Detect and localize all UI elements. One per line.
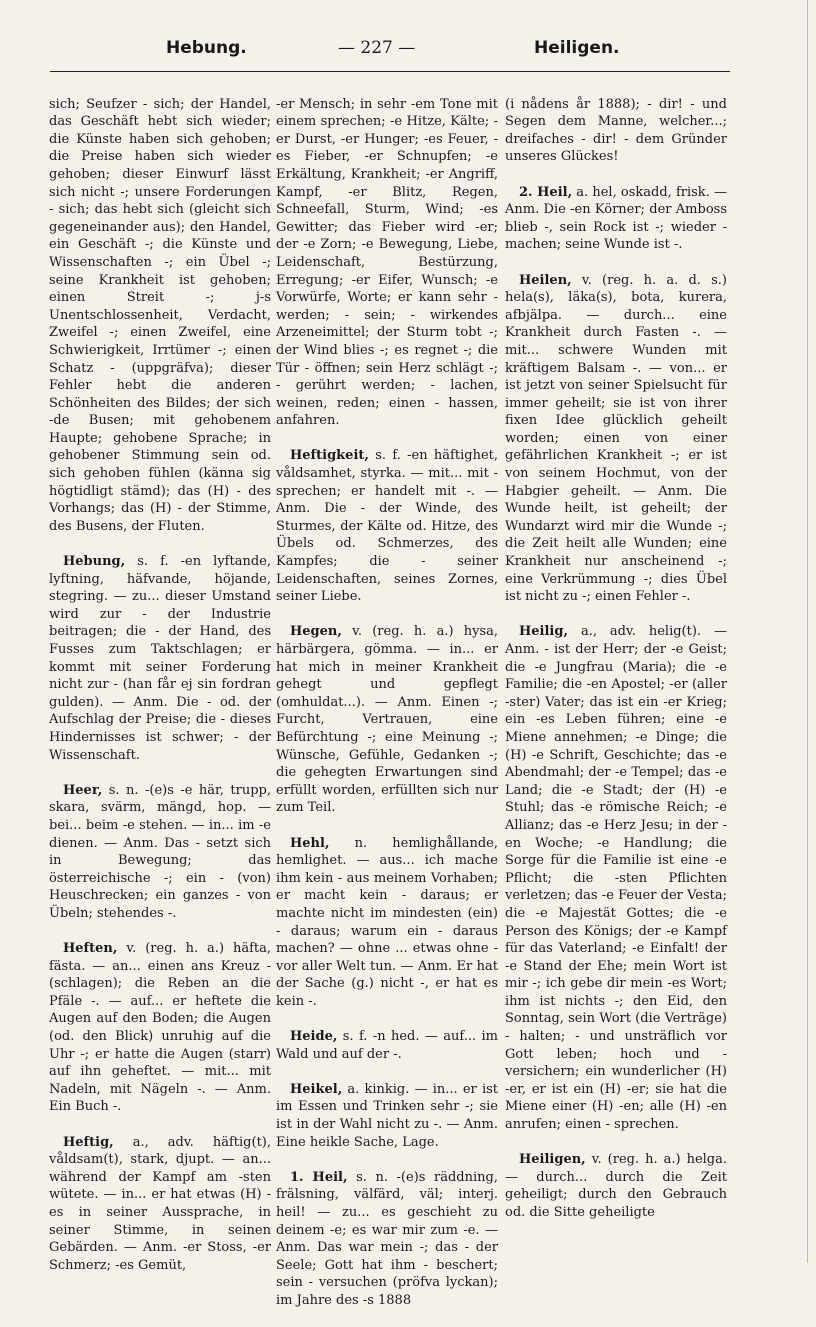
headword: Heide, <box>290 1029 338 1045</box>
headword: Heften, <box>63 941 118 957</box>
entry-hehl: Hehl, n. hemlighållande, hemlighet. — aus... ich mache ihm kein - aus meinem Vorhaben; er macht kein - daraus; er machte nicht im mindesten (ein) - daraus; warum ein - daraus machen? — ohne ... etwas ohne - vor aller Welt tun. — Anm. Er hat der Sache (g.) nicht -, er hat es kein -. <box>276 835 498 1009</box>
entry-heil-2: 2. Heil, a. hel, oskadd, frisk. — Anm. Die -en Körner; der Amboss blieb -, sein Rock ist -; wieder - machen; seine Wunde ist -. <box>505 184 727 253</box>
column-2 <box>276 78 498 1327</box>
entry-heikel: Heikel, a. kinkig. — in... er ist im Essen und Trinken sehr -; sie ist in der Wahl nicht zu -. — Anm. Eine heikle Sache, Lage. <box>276 1081 498 1150</box>
entry-continuation: -er Mensch; in sehr -em Tone mit einem sprechen; -e Hitze, Kälte; -er Durst, -er Hunger; -es Feuer, -es Fieber, -er Schnupfen; -e Erkältung, Krankheit; -er Angriff, Kampf, -er Blitz, Regen, Schneefall, Sturm, Wind; -es Gewitter; das Fieber wird -er; der -e Zorn; -e Bewegung, Liebe, Leidenschaft, Bestürzung, Erregung; -er Eifer, Wunsch; -e Vorwürfe, Worte; er kann sehr - werden; - sein; - wirkendes Arzeneimittel; der Sturm tobt -; der Wind blies -; es regnet -; die Tür - öffnen; sein Herz schlägt -; - gerührt werden; - lachen, weinen, reden; einen - hassen, anfahren. <box>276 96 498 429</box>
entry-heil-1: 1. Heil, s. n. -(e)s räddning, frälsning, välfärd, väl; interj. heil! — zu... es geschieht zu deinem -e; es war mir zum -e. — Anm. Das war mein -; das - der Seele; Gott hat ihm - beschert; sein - versuchen (pröfva lyckan); im Jahre des -s 1888 <box>276 1169 498 1308</box>
page-edge <box>807 0 808 1263</box>
headword: 1. Heil, <box>290 1169 348 1185</box>
headword: Heer, <box>63 782 103 798</box>
page-header <box>48 38 738 68</box>
entry-continuation: (i nådens år 1888); - dir! - und Segen dem Manne, welcher...; dreifaches - dir! - dem Gründer unseres Glückes! <box>505 96 727 165</box>
entry-heften: Heften, v. (reg. h. a.) häfta, fästa. — an... einen ans Kreuz - (schlagen); die Reben an die Pfäle -. — auf... er heftete die Augen auf den Boden; die Augen (od. den Blick) unruhig auf die Uhr -; er hatte die Augen (starr) auf ihn geheftet. — mit... mit Nadeln, mit Nägeln -. — Anm. Ein Buch -. <box>49 941 271 1115</box>
page-number: — 227 — <box>338 38 416 58</box>
entry-heiligen: Heiligen, v. (reg. h. a.) helga. — durch... durch die Zeit geheiligt; durch den Gebrauch od. die Sitte geheiligte <box>505 1152 727 1220</box>
entry-heer: Heer, s. n. -(e)s -e här, trupp, skara, svärm, mängd, hop. — bei... beim -e stehen. — in... im -e dienen. — Anm. Das - setzt sich in Bewegung; das österreichische -; ein - (von) Heuschrecken; ein ganzes - von Übeln; stehendes -. <box>49 782 271 921</box>
header-rule <box>50 71 730 72</box>
headword: Hegen, <box>290 624 342 640</box>
entry-continuation: sich; Seufzer - sich; der Handel, das Geschäft hebt sich wieder; die Künste haben sich gehoben; die Preise haben sich wieder gehoben; dieser Einwurf lässt sich nicht -; unsere Forderungen - sich; das hebt sich (gleicht sich gegeneinander aus); den Handel, ein Geschäft -; die Künste und Wissenschaften -; ein Übel -; seine Krankheit ist gehoben; einen Streit -; j-s Unentschlossenheit, Verdacht, Zweifel -; einen Zweifel, eine Schwierigkeit, Irrtümer -; einen Schatz - (uppgräfva); dieser Fehler hebt die anderen Schönheiten des Bildes; der sich -de Busen; mit gehobenem Haupte; gehobene Sprache; in gehobener Stimmung sein od. sich gehoben fühlen (känna sig högtidligt stämd); das (H) - des Vorhangs; das (H) - der Stimme, des Busens, der Fluten. <box>49 96 271 534</box>
headword: Hehl, <box>290 835 330 851</box>
headword: Heftigkeit, <box>290 448 369 464</box>
headword: 2. Heil, <box>519 184 573 200</box>
header-last-entry: Heiligen. <box>534 38 620 58</box>
column-3 <box>505 78 727 1239</box>
entry-heilig: Heilig, a., adv. helig(t). — Anm. - ist der Herr; der -e Geist; die -e Jungfrau (Maria); die -e Familie; die -en Apostel; -er (aller -ster) Vater; das ist ein -er Krieg; ein -es Leben führen; eine -e Miene annehmen; -e Dinge; die (H) -e Schrift, Geschichte; das -e Abendmahl; der -e Tempel; das -e Land; die -e Stadt; der (H) -e Stuhl; das -e römische Reich; -e Allianz; das -e Herz Jesu; in der -en Woche; -e Handlung; die Sorge für die Familie ist eine -e Pflicht; die -sten Pflichten verletzen; das -e Feuer der Vesta; die -e Majestät Gottes; die -e Person des Königs; der -e Kampf für das Vaterland; -e Einfalt! der -e Stand der Ehe; mein Wort ist mir -; ich gebe dir mein -es Wort; ihm ist nichts -; den Eid, den Sonntag, sein Wort (die Verträge) - halten; - und unsträflich vor Gott leben; hoch und - versichern; ein wunderlicher (H) -er, er ist ein (H) -er; sie hat die Miene einer (H) -en; alle (H) -en anrufen; einen - sprechen. <box>505 624 727 1133</box>
headword: Heiligen, <box>519 1152 586 1168</box>
headword: Hebung, <box>63 554 126 570</box>
headword: Heilen, <box>519 272 572 288</box>
entry-heftig: Heftig, a., adv. häftig(t), våldsam(t), stark, djupt. — an... während der Kampf am -sten wütete. — in... er hat etwas (H) -es in seiner Aussprache, in seiner Stimme, in seinen Gebärden. — Anm. -er Stoss, -er Schmerz; -es Gemüt, <box>49 1134 271 1273</box>
entry-heide: Heide, s. f. -n hed. — auf... im Wald und auf der -. <box>276 1029 498 1062</box>
entry-hebung: Hebung, s. f. -en lyftande, lyftning, häfvande, höjande, stegring. — zu... dieser Umstand wird zur - der Industrie beitragen; die - der Hand, des Fusses zum Taktschlagen; er kommt mit seiner Forderung nicht zur - (han får ej sin fordran gulden). — Anm. Die - od. der Aufschlag der Preise; die - dieses Hindernisses ist schwer; - der Wissenschaft. <box>49 554 271 763</box>
column-1 <box>49 78 271 1292</box>
entry-heftigkeit: Heftigkeit, s. f. -en häftighet, våldsamhet, styrka. — mit... mit - sprechen; er handelt mit -. — Anm. Die - der Winde, des Sturmes, der Kälte od. Hitze, des Übels od. Schmerzes, des Kampfes; die - seiner Leidenschaften, seines Zornes, seiner Liebe. <box>276 448 498 605</box>
headword: Heilig, <box>519 624 568 640</box>
entry-hegen: Hegen, v. (reg. h. a.) hysa, härbärgera, gömma. — in... er hat mich in meiner Krankheit gehegt und gepflegt (omhuldat...). — Anm. Einen -; Furcht, Vertrauen, eine Befürchtung -; eine Meinung -; Wünsche, Gefühle, Gedanken -; die gehegten Erwartungen sind erfüllt worden, erfüllten sich nur zum Teil. <box>276 624 498 816</box>
header-first-entry: Hebung. <box>166 38 247 58</box>
headword: Heftig, <box>63 1134 114 1150</box>
entry-heilen: Heilen, v. (reg. h. a. d. s.) hela(s), läka(s), bota, kurera, afbjälpa. — durch... eine Krankheit durch Fasten -. — mit... schwere Wunden mit kräftigem Balsam -. — von... er ist jetzt von seiner Spielsucht für immer geheilt; sie ist von ihrer fixen Idee glücklich geheilt worden; einen von einer gefährlichen Krankheit -; er ist von seinem Hochmut, von der Habgier geheilt. — Anm. Die Wunde heilt, ist geheilt; der Wundarzt wird mir die Wunde -; die Zeit heilt alle Wunden; eine Krankheit nur anscheinend -; eine Verkrümmung -; dies Übel ist nicht zu -; einen Fehler -. <box>505 272 727 605</box>
headword: Heikel, <box>290 1081 343 1097</box>
